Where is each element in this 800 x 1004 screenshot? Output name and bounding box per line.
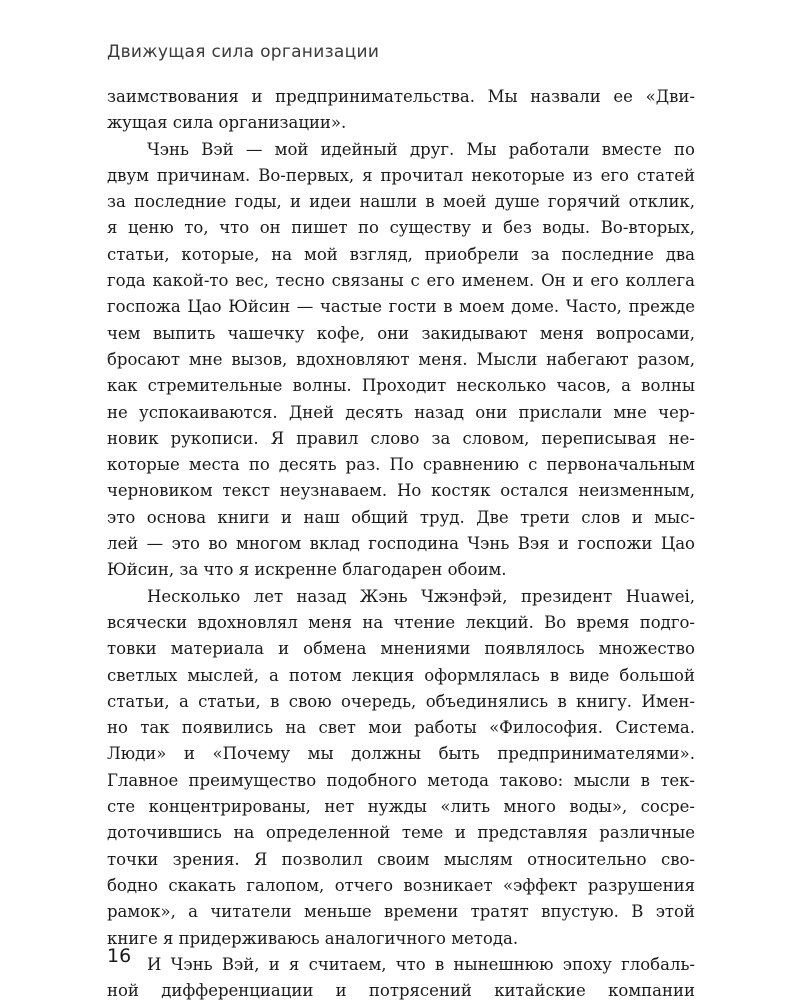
text-line: И Чэнь Вэй, и я считаем, что в нынешнюю эпоху глобаль- [147,954,695,974]
text-line: ной дифференциации и потрясений китайские компании [107,981,695,1001]
text-line: за последние годы, и идеи нашли в моей душе горячий отклик, [107,192,695,212]
text-line: светлых мыслей, а потом лекция оформлялась в виде большой [107,665,695,685]
text-line: статьи, а статьи, в свою очередь, объединялись в книгу. Имен- [107,691,695,711]
text-line: бросают мне вызов, вдохновляют меня. Мысли набегают разом, [107,349,695,369]
text-line: Несколько лет назад Жэнь Чжэнфэй, президент Huawei, [147,586,695,606]
text-line: как стремительные волны. Проходит несколько часов, а волны [107,376,695,396]
text-line: года какой-то вес, тесно связаны с его именем. Он и его коллега [107,271,695,291]
text-line: заимствования и предпринимательства. Мы назвали ее «Дви- [107,87,695,106]
text-line: точки зрения. Я позволил своим мыслям относительно сво- [107,849,695,869]
text-line: новик рукописи. Я правил слово за словом, переписывая не- [107,428,695,448]
running-header: Движущая сила организации [107,42,380,62]
page-number: 16 [107,945,132,967]
text-line: сте концентрированы, нет нужды «лить много воды», сосре- [107,797,695,817]
text-line: двум причинам. Во-первых, я прочитал некоторые из его статей [107,165,695,185]
text-line: всячески вдохновлял меня на чтение лекций. Во время подго- [107,612,695,632]
body-text [107,84,695,1004]
text-line: рамок», а читатели меньше времени тратят впустую. В этой [107,902,695,922]
text-line: лей — это во многом вклад господина Чэнь Вэя и госпожи Цао [107,534,695,554]
text-line: это основа книги и наш общий труд. Две трети слов и мыс- [107,507,695,527]
text-line: я ценю то, что он пишет по существу и без воды. Во-вторых, [107,218,695,238]
text-line: статьи, которые, на мой взгляд, приобрели за последние два [107,244,695,264]
text-line: Юйсин, за что я искренне благодарен обоим. [107,560,507,580]
text-line: которые места по десять раз. По сравнению с первоначальным [107,455,695,475]
text-line: книге я придерживаюсь аналогичного метода. [107,928,519,948]
text-line: госпожа Цао Юйсин — частые гости в моем доме. Часто, прежде [107,297,695,317]
text-line: Люди» и «Почему мы должны быть предпринимателями». [107,744,695,764]
text-line: товки материала и обмена мнениями появлялось множество [107,639,695,659]
text-line: бодно скакать галопом, отчего возникает «эффект разрушения [107,875,695,895]
text-line: доточившись на определенной теме и представляя различные [107,823,695,843]
text-line: Главное преимущество подобного метода таково: мысли в тек- [107,770,695,790]
text-line: жущая сила организации». [107,113,347,133]
text-line: но так появились на свет мои работы «Философия. Система. [107,718,695,738]
text-line: Чэнь Вэй — мой идейный друг. Мы работали вместе по [147,139,695,159]
text-line: чем выпить чашечку кофе, они закидывают меня вопросами, [107,323,695,343]
text-line: не успокаиваются. Дней десять назад они прислали мне чер- [107,402,695,422]
text-line: черновиком текст неузнаваем. Но костяк остался неизменным, [107,481,695,501]
